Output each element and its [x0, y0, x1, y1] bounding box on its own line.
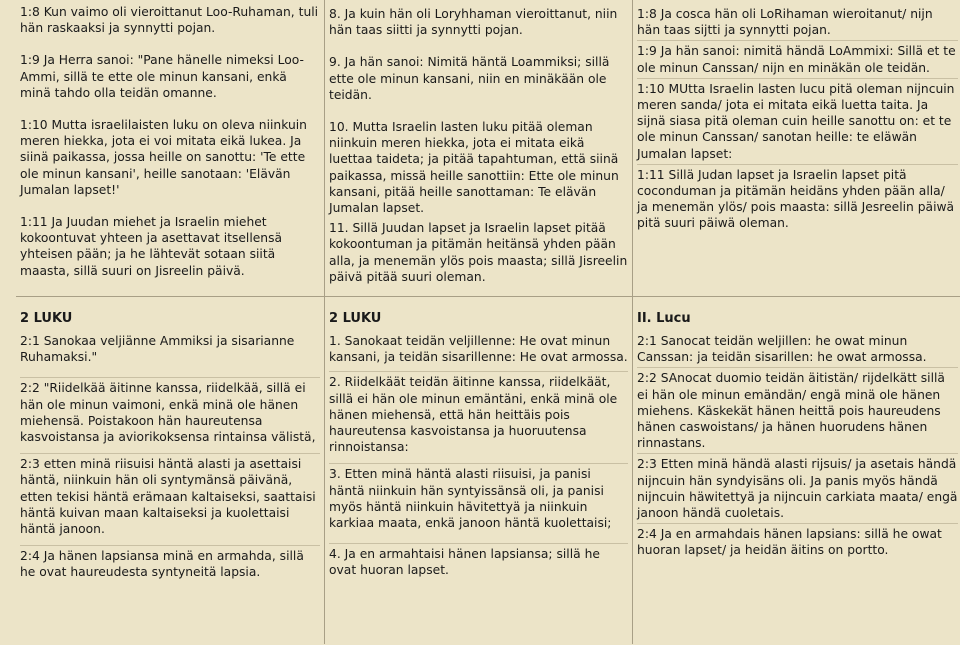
row2-col2 [325, 297, 632, 645]
verse-1-9-old: 1:9 Ja hän sanoi: nimitä händä LoAmmixi: Sillä et te ole minun Canssan/ nijn en minäkän ole teidän. [637, 40, 958, 75]
verse-1-9: 1:9 Ja Herra sanoi: "Pane hänelle nimeksi Loo-Ammi, sillä te ette ole minun kansani, enkä minä tahdo olla teidän omanne. [20, 53, 304, 100]
row2-col3 [633, 297, 960, 645]
chapter-heading: II. Lucu [637, 311, 691, 326]
verse-10: 10. Mutta Israelin lasten luku pitää oleman niinkuin meren hiekka, jota ei mitata eikä luettaa taideta; ja pitää tapahtuman, että siinä paikassa, missä heille sanottiin: Ette ole minun kansani, pitää heille sanottaman: Te elävän Jumalan lapset. [329, 120, 619, 216]
verse-2-2-old: 2:2 SAnocat duomio teidän äitistän/ rijdelkätt sillä ei hän ole minun emändän/ engä minä ole hänen miehens. Käskekät hänen heittä pois haureudens hänen caswoistans/ ja hänen huorudens hänen rinnastans. [637, 367, 958, 451]
verse-8: 8. Ja kuin hän oli Loryhhaman vieroittanut, niin hän taas siitti ja synnytti pojan. [329, 7, 618, 38]
verse-2-1: 2:1 Sanokaa veljiänne Ammiksi ja sisarianne Ruhamaksi." [20, 334, 295, 365]
verse-2-1-old: 2:1 Sanocat teidän weljillen: he owat minun Canssan: ja teidän sisarillen: he owat armossa. [637, 334, 927, 365]
verse-1-11: 1:11 Ja Juudan miehet ja Israelin miehet kokoontuvat yhteen ja asettavat itsellensä yhteisen pään; ja he lähtevät sotaan siitä maasta, sillä suuri on Jisreelin päivä. [20, 215, 283, 278]
verse-2-3-old: 2:3 Etten minä händä alasti rijsuis/ ja asetais händä nijncuin hän syndyisäns oli. Ja panis myös händä nijncuin häwitettyä ja nijncuin carkiata maata/ engä janoon händä cuoletais. [637, 453, 958, 521]
verse-2-4: 2:4 Ja hänen lapsiansa minä en armahda, sillä he ovat haureudesta syntyneitä lapsia. [20, 545, 320, 580]
verse-4: 4. Ja en armahtaisi hänen lapsiansa; sillä he ovat huoran lapset. [329, 543, 628, 578]
chapter-heading: 2 LUKU [20, 311, 73, 326]
verse-2: 2. Riidelkäät teidän äitinne kanssa, riidelkäät, sillä ei hän ole minun emäntäni, enkä minä ole hänen miehensä, että hän heittäis pois haureutensa kasvoistansa ja huoruutensa rinnoistansa: [329, 371, 628, 455]
verse-1-10-old: 1:10 MUtta Israelin lasten lucu pitä oleman nijncuin meren sanda/ jota ei mitata eikä luetta taita. Ja sijnä siasa pitä oleman cuin heille sanottu on: et te ole minun Canssan/ sanotan heille: te eläwän Jumalan lapset: [637, 78, 958, 162]
verse-1-8: 1:8 Kun vaimo oli vieroittanut Loo-Ruhaman, tuli hän raskaaksi ja synnytti pojan. [20, 5, 319, 36]
verse-2-4-old: 2:4 Ja en armahdais hänen lapsians: sillä he owat huoran lapset/ ja heidän äitins on portto. [637, 523, 958, 558]
verse-9: 9. Ja hän sanoi: Nimitä häntä Loammiksi; sillä ette ole minun kansani, niin en minäkään ole teidän. [329, 55, 610, 102]
row1-col3 [633, 0, 960, 296]
row1-col1 [16, 0, 324, 296]
row2-col1 [16, 297, 324, 645]
verse-11: 11. Sillä Juudan lapset ja Israelin lapset pitää kokoontuman ja pitämän heitänsä yhden pään alla, ja menemän ylös pois maasta; sillä Jisreelin päivä pitää suuri oleman. [329, 221, 628, 284]
verse-1-10: 1:10 Mutta israelilaisten luku on oleva niinkuin meren hiekka, jota ei voi mitata eikä lukea. Ja siinä paikassa, jossa heille on sanottu: 'Te ette ole minun kansani', heille sanotaan: 'Elävän Jumalan lapset!' [20, 118, 307, 197]
verse-1-8-old: 1:8 Ja cosca hän oli LoRihaman wieroitanut/ nijn hän taas sijtti ja synnytti pojan. [637, 7, 933, 38]
verse-2-2: 2:2 "Riidelkää äitinne kanssa, riidelkää, sillä ei hän ole minun vaimoni, enkä minä ole hänen miehensä. Poistakoon hän haureutensa kasvoistansa ja aviorikoksensa rintainsa välistä, [20, 377, 320, 445]
verse-1: 1. Sanokaat teidän veljillenne: He ovat minun kansani, ja teidän sisarillenne: He ovat armossa. [329, 334, 628, 365]
verse-2-3: 2:3 etten minä riisuisi häntä alasti ja asettaisi häntä, niinkuin hän oli syntymänsä päivänä, etten tekisi häntä erämaan kaltaiseksi, saattaisi häntä kuivan maan kaltaiseksi ja kuolettaisi häntä janoon. [20, 453, 320, 537]
parallel-text-table [16, 0, 960, 644]
row1-col2 [325, 0, 632, 296]
chapter-heading: 2 LUKU [329, 311, 382, 326]
verse-1-11-old: 1:11 Sillä Judan lapset ja Israelin lapset pitä coconduman ja pitämän heidäns yhden pään alla/ ja menemän ylös/ pois maasta: sillä Jesreelin päiwä pitä suuri päiwä oleman. [637, 164, 958, 232]
verse-3: 3. Etten minä häntä alasti riisuisi, ja panisi häntä niinkuin hän syntyissänsä oli, ja panisi myös häntä niinkuin hävitettyä ja niinkuin karkiaa maata, enkä janoon häntä kuolettaisi; [329, 463, 628, 531]
